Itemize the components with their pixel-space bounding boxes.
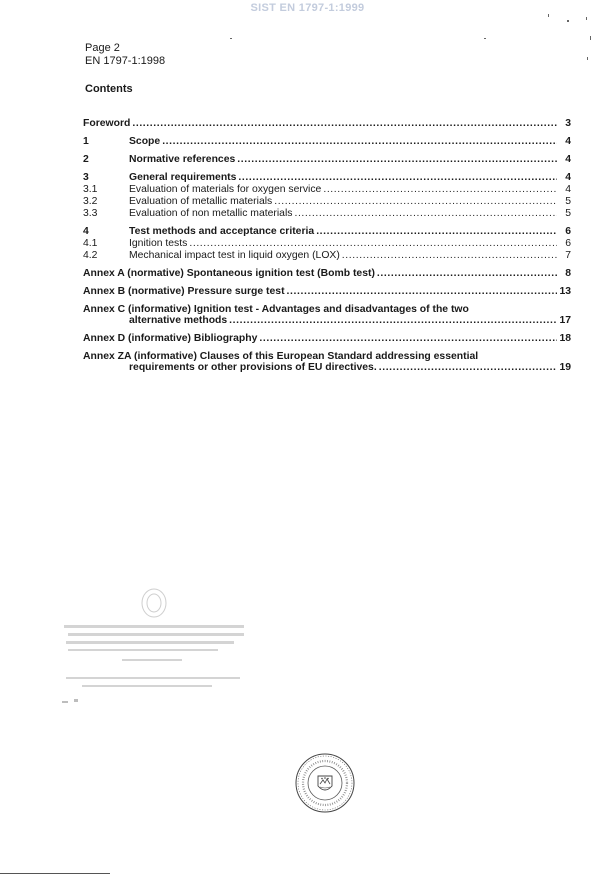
toc-page: 3 bbox=[565, 118, 571, 129]
toc-title: Test methods and acceptance criteria bbox=[129, 226, 315, 237]
toc-page: 17 bbox=[559, 315, 571, 326]
toc-number: 1 bbox=[83, 136, 89, 147]
toc-entry-3-1[interactable] bbox=[83, 184, 571, 195]
page-number: Page 2 bbox=[85, 42, 120, 54]
toc-title: Normative references bbox=[129, 154, 236, 165]
toc-leader bbox=[342, 250, 557, 261]
toc-leader bbox=[294, 208, 557, 219]
toc-entry-foreword[interactable] bbox=[83, 118, 571, 129]
toc-leader bbox=[323, 184, 557, 195]
toc-entry-annex-c[interactable] bbox=[83, 304, 571, 326]
toc-leader bbox=[229, 315, 557, 326]
toc-page: 7 bbox=[565, 250, 571, 261]
toc-title: Scope bbox=[129, 136, 161, 147]
official-seal-image bbox=[294, 752, 356, 814]
table-of-contents bbox=[83, 118, 571, 373]
toc-page: 6 bbox=[565, 226, 571, 237]
toc-entry-4-2[interactable] bbox=[83, 250, 571, 261]
toc-entry-4-1[interactable] bbox=[83, 238, 571, 249]
toc-number: 3 bbox=[83, 172, 89, 183]
toc-title: Annex D (informative) Bibliography bbox=[83, 333, 258, 344]
toc-title: Evaluation of materials for oxygen service bbox=[129, 184, 322, 195]
toc-page: 4 bbox=[565, 136, 571, 147]
toc-entry-annex-a[interactable] bbox=[83, 268, 571, 279]
toc-title: Annex B (normative) Pressure surge test bbox=[83, 286, 285, 297]
toc-page: 13 bbox=[559, 286, 571, 297]
toc-leader bbox=[237, 154, 557, 165]
toc-title: Evaluation of non metallic materials bbox=[129, 208, 293, 219]
toc-title-line-2: requirements or other provisions of EU directives. bbox=[129, 362, 377, 373]
toc-entry-annex-b[interactable] bbox=[83, 286, 571, 297]
toc-leader bbox=[162, 136, 557, 147]
toc-page: 19 bbox=[559, 362, 571, 373]
toc-page: 4 bbox=[565, 172, 571, 183]
toc-leader bbox=[377, 268, 557, 279]
toc-title: Mechanical impact test in liquid oxygen (LOX) bbox=[129, 250, 340, 261]
toc-page: 4 bbox=[565, 154, 571, 165]
toc-page: 18 bbox=[559, 333, 571, 344]
toc-page: 8 bbox=[565, 268, 571, 279]
toc-leader bbox=[274, 196, 557, 207]
toc-leader bbox=[316, 226, 557, 237]
toc-title: Ignition tests bbox=[129, 238, 188, 249]
toc-number: 3.1 bbox=[83, 184, 98, 195]
toc-title: General requirements bbox=[129, 172, 237, 183]
toc-entry-normative-references[interactable] bbox=[83, 154, 571, 165]
toc-title-line-1: Annex C (informative) Ignition test - Advantages and disadvantages of the two bbox=[83, 304, 469, 315]
toc-number: 4 bbox=[83, 226, 89, 237]
toc-leader bbox=[189, 238, 557, 249]
toc-leader bbox=[238, 172, 557, 183]
toc-page: 5 bbox=[565, 196, 571, 207]
watermark: SIST EN 1797-1:1999 bbox=[250, 2, 365, 14]
toc-entry-annex-d[interactable] bbox=[83, 333, 571, 344]
toc-title: Evaluation of metallic materials bbox=[129, 196, 273, 207]
toc-entry-annex-za[interactable] bbox=[83, 351, 571, 373]
toc-number: 4.1 bbox=[83, 238, 98, 249]
toc-entry-3-2[interactable] bbox=[83, 196, 571, 207]
page-header bbox=[85, 42, 165, 68]
toc-title: Annex A (normative) Spontaneous ignition test (Bomb test) bbox=[83, 268, 375, 279]
toc-leader bbox=[259, 333, 557, 344]
toc-title: Foreword bbox=[83, 118, 131, 129]
toc-title-line-1: Annex ZA (informative) Clauses of this European Standard addressing essential bbox=[83, 351, 479, 362]
toc-entry-test-methods[interactable] bbox=[83, 226, 571, 237]
toc-leader bbox=[132, 118, 557, 129]
toc-page: 5 bbox=[565, 208, 571, 219]
toc-page: 4 bbox=[565, 184, 571, 195]
toc-number: 3.2 bbox=[83, 196, 98, 207]
toc-number: 2 bbox=[83, 154, 89, 165]
toc-number: 4.2 bbox=[83, 250, 98, 261]
toc-page: 6 bbox=[565, 238, 571, 249]
toc-entry-3-3[interactable] bbox=[83, 208, 571, 219]
toc-number: 3.3 bbox=[83, 208, 98, 219]
toc-leader bbox=[379, 362, 557, 373]
scan-edge-line bbox=[0, 873, 110, 874]
faint-stamp-image bbox=[62, 585, 252, 705]
toc-title-line-2: alternative methods bbox=[129, 315, 228, 326]
toc-entry-scope[interactable] bbox=[83, 136, 571, 147]
standard-id: EN 1797-1:1998 bbox=[85, 55, 166, 67]
contents-heading: Contents bbox=[85, 83, 133, 95]
toc-entry-general-requirements[interactable] bbox=[83, 172, 571, 183]
toc-leader bbox=[287, 286, 557, 297]
